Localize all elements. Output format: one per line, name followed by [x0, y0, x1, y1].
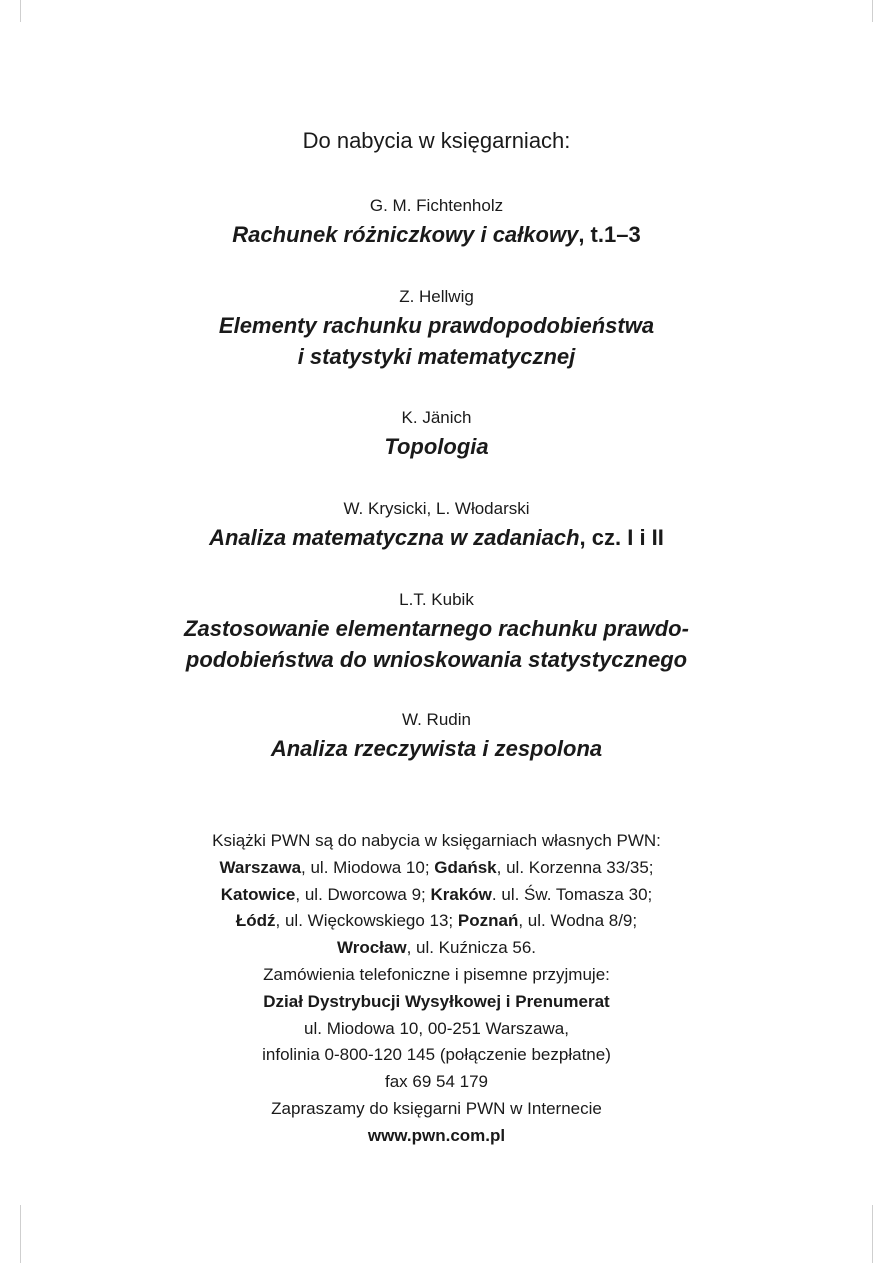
book-title: Analiza rzeczywista i zespolona	[270, 736, 603, 761]
internet-line: Zapraszamy do księgarni PWN w Internecie	[271, 1098, 602, 1118]
crop-mark-top-right	[872, 0, 873, 22]
book-entry-janich	[0, 407, 873, 462]
book-author: W. Krysicki, L. Włodarski	[343, 499, 530, 518]
book-title: Zastosowanie elementarnego rachunku prawdo- podobieństwa do wnioskowania statystycznego	[184, 616, 689, 672]
stores-line-4: Wrocław, ul. Kuźnicza 56.	[336, 938, 537, 958]
book-title: Topologia	[384, 434, 489, 459]
book-author: Z. Hellwig	[399, 287, 474, 306]
book-entry-rudin	[0, 709, 873, 764]
stores-line-1: Warszawa, ul. Miodowa 10; Gdańsk, ul. Korzenna 33/35;	[219, 857, 654, 877]
crop-mark-top-left	[20, 0, 21, 22]
department-address: ul. Miodowa 10, 00-251 Warszawa,	[304, 1018, 569, 1038]
department-name: Dział Dystrybucji Wysyłkowej i Prenumerat	[263, 991, 610, 1011]
book-author: W. Rudin	[402, 710, 471, 729]
book-entry-krysicki	[0, 498, 873, 553]
book-title: Rachunek różniczkowy i całkowy, t.1–3	[232, 222, 641, 247]
website-link[interactable]: www.pwn.com.pl	[367, 1125, 506, 1145]
stores-line-3: Łódź, ul. Więckowskiego 13; Poznań, ul. Wodna 8/9;	[235, 911, 638, 931]
book-entry-kubik	[0, 589, 873, 675]
book-entry-fichtenholz	[0, 195, 873, 250]
book-title: Analiza matematyczna w zadaniach, cz. I i II	[209, 525, 664, 550]
book-author: L.T. Kubik	[399, 590, 474, 609]
fax-line: fax 69 54 179	[384, 1072, 489, 1092]
info-intro: Książki PWN są do nabycia w księgarniach własnych PWN:	[212, 831, 661, 850]
orders-line: Zamówienia telefoniczne i pisemne przyjmuje:	[263, 964, 610, 984]
bookstore-info	[0, 828, 873, 1150]
crop-mark-bottom-right	[872, 1205, 873, 1263]
crop-mark-bottom-left	[20, 1205, 21, 1263]
page-heading: Do nabycia w księgarniach:	[302, 128, 571, 153]
hotline-line: infolinia 0-800-120 145 (połączenie bezpłatne)	[262, 1045, 611, 1065]
book-author: G. M. Fichtenholz	[369, 196, 504, 215]
book-author: K. Jänich	[401, 408, 472, 427]
book-title: Elementy rachunku prawdopodobieństwa i statystyki matematycznej	[218, 313, 655, 369]
book-entry-hellwig	[0, 286, 873, 372]
stores-line-2: Katowice, ul. Dworcowa 9; Kraków. ul. Św. Tomasza 30;	[220, 884, 653, 904]
